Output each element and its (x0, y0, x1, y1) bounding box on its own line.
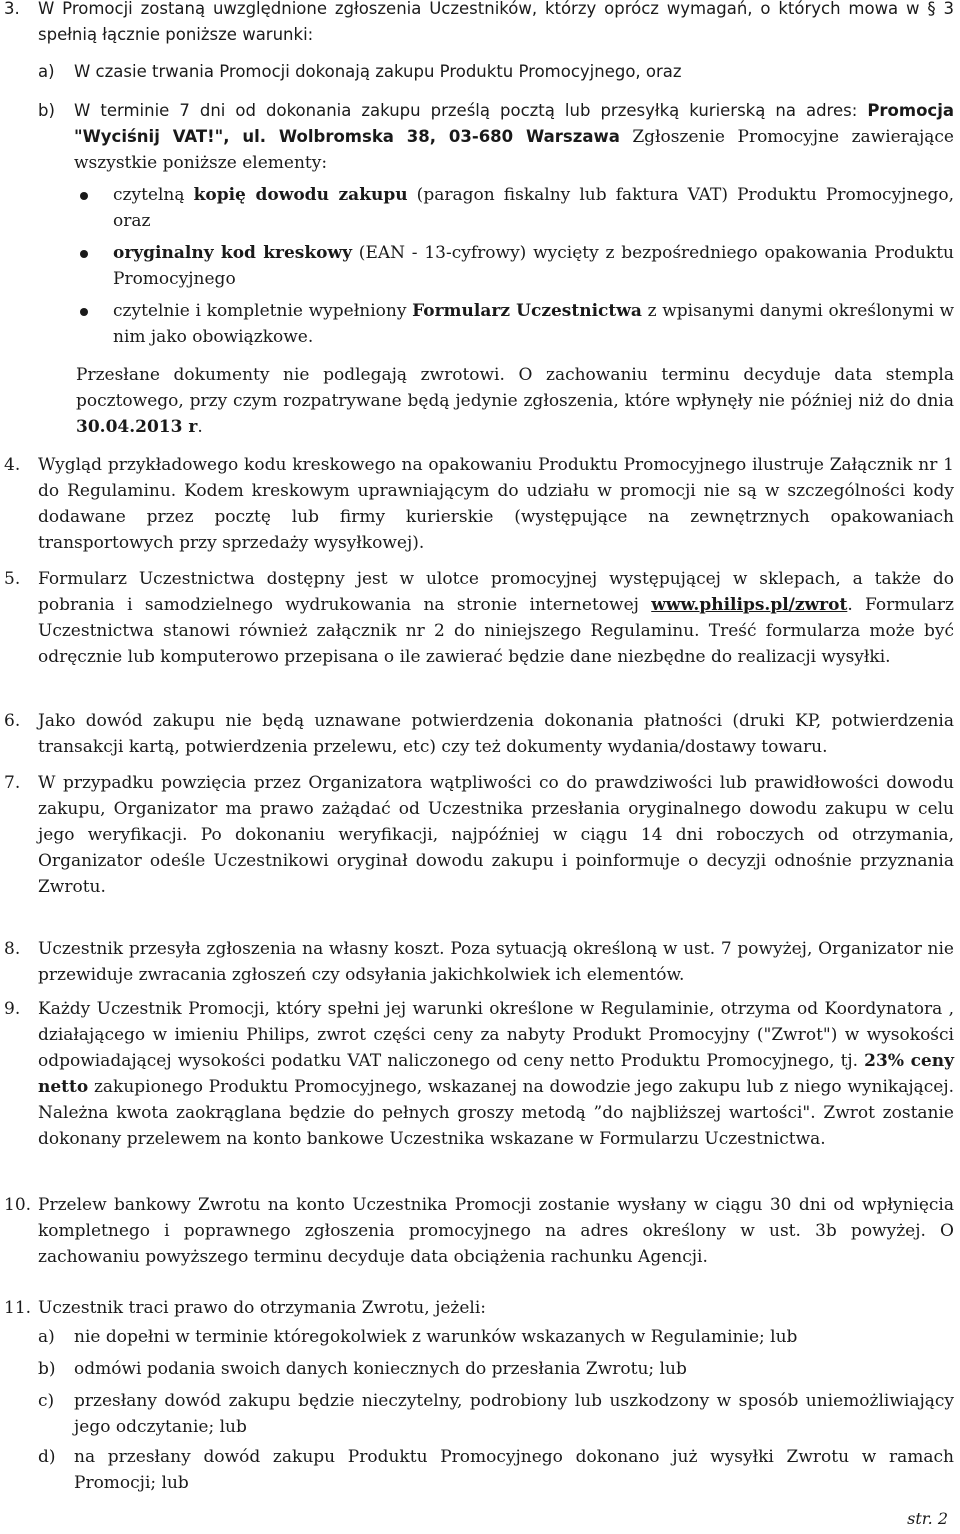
section-3-number: 3. (4, 0, 20, 18)
section-9-text: Każdy Uczestnik Promocji, który spełni jej warunki określone w Regulaminie, otrzyma od Koordynatora , działającego w imieniu Philips, zwrot części ceny za nabyty Produkt Promocyjny ("Zwrot") w wysokości odpowiadającej wysokości podatku VAT naliczonego od ceny netto Produktu Promocyjnego, tj. 23% ceny netto zakupionego Produktu Promocyjnego, wskazanej na dowodzie jego zakupu lub z niego wynikającej. Należna kwota zaokrąglana będzie do pełnych groszy metodą ”do najbliższej wartości". Zwrot zostanie dokonany przelewem na konto bankowe Uczestnika wskazane w Formularzu Uczestnictwa. (38, 999, 954, 1149)
section-3-intro: W Promocji zostaną uwzględnione zgłoszenia Uczestników, którzy oprócz wymagań, o których mowa w § 3 spełnią łącznie poniższe warunki: (38, 0, 954, 44)
section-11-a-label: a) (38, 1327, 55, 1347)
bullet-3 (80, 308, 88, 316)
section-4-number: 4. (4, 455, 21, 475)
section-3-b-label: b) (38, 101, 55, 120)
section-5-text: Formularz Uczestnictwa dostępny jest w ulotce promocyjnej występującej w sklepach, a także do pobrania i samodzielnego wydrukowania na stronie internetowej www.philips.pl/zwrot. Formularz Uczestnictwa stanowi również załącznik nr 2 do niniejszego Regulaminu. Treść formularza może być odręcznie lub komputerowo przepisana o ile zawierać będzie dane niezbędne do realizacji wysyłki. (38, 569, 954, 667)
section-8-number: 8. (4, 939, 21, 959)
section-3-note: Przesłane dokumenty nie podlegają zwrotowi. O zachowaniu terminu decyduje data stempla pocztowego, przy czym rozpatrywane będą jedynie zgłoszenia, które wpłynęły nie później niż do dnia 30.04.2013 r. (76, 365, 954, 437)
section-11-d-text: na przesłany dowód zakupu Produktu Promocyjnego dokonano już wysyłki Zwrotu w ramach Promocji; lub (74, 1447, 954, 1493)
bullet-2-text: oryginalny kod kreskowy (EAN - 13-cyfrowy) wycięty z bezpośredniego opakowania Produktu Promocyjnego (113, 243, 954, 289)
section-3-b-text: W terminie 7 dni od dokonania zakupu prześlą pocztą lub przesyłką kurierską na adres: Promocja "Wyciśnij VAT!", ul. Wolbromska 38, 03-680 Warszawa Zgłoszenie Promocyjne zawierające wszystkie poniższe elementy: (74, 101, 954, 173)
section-11-b-text: odmówi podania swoich danych koniecznych do przesłania Zwrotu; lub (74, 1359, 687, 1379)
bullet-1 (80, 192, 88, 200)
section-7-text: W przypadku powzięcia przez Organizatora wątpliwości co do prawdziwości lub prawidłowości dowodu zakupu, Organizator ma prawo zażądać od Uczestnika przesłania oryginalnego dowodu zakupu w celu jego weryfikacji. Po dokonaniu weryfikacji, najpóźniej w ciągu 14 dni roboczych od otrzymania, Organizator odeśle Uczestnikowi oryginał dowodu zakupu i poinformuje o decyzji odnośnie przyznania Zwrotu. (38, 773, 954, 897)
philips-link[interactable]: www.philips.pl/zwrot (651, 595, 848, 615)
section-8-text: Uczestnik przesyła zgłoszenia na własny koszt. Poza sytuacją określoną w ust. 7 powyżej, Organizator nie przewiduje zwracania zgłoszeń czy odsyłania jakichkolwiek ich elementów. (38, 939, 954, 985)
section-3-a-label: a) (38, 62, 55, 81)
section-10-number: 10. (4, 1195, 32, 1215)
section-11-c-text: przesłany dowód zakupu będzie nieczytelny, podrobiony lub uszkodzony w sposób uniemożliwiający jego odczytanie; lub (74, 1391, 954, 1437)
bullet-3-text: czytelnie i kompletnie wypełniony Formularz Uczestnictwa z wpisanymi danymi określonymi w nim jako obowiązkowe. (113, 301, 954, 347)
section-11-a-text: nie dopełni w terminie któregokolwiek z warunków wskazanych w Regulaminie; lub (74, 1327, 798, 1347)
section-6-number: 6. (4, 711, 21, 731)
section-5-number: 5. (4, 569, 21, 589)
section-4-text: Wygląd przykładowego kodu kreskowego na opakowaniu Produktu Promocyjnego ilustruje Załącznik nr 1 do Regulaminu. Kodem kreskowym uprawniającym do udziału w promocji nie są w szczególności kody dodawane przez pocztę lub firmy kurierskie (występujące na zewnętrznych opakowaniach transportowych przy sprzedaży wysyłkowej). (38, 455, 954, 553)
section-9-number: 9. (4, 999, 21, 1019)
bullet-2 (80, 250, 88, 258)
bullet-1-text: czytelną kopię dowodu zakupu (paragon fiskalny lub faktura VAT) Produktu Promocyjnego, oraz (113, 185, 954, 231)
page-number: str. 2 (907, 1509, 948, 1528)
section-11-c-label: c) (38, 1391, 55, 1411)
section-11-number: 11. (4, 1298, 32, 1318)
section-6-text: Jako dowód zakupu nie będą uznawane potwierdzenia dokonania płatności (druki KP, potwierdzenia transakcji kartą, potwierdzenia przelewu, etc) czy też dokumenty wydania/dostawy towaru. (38, 711, 954, 757)
section-11-b-label: b) (38, 1359, 56, 1379)
section-3-a-text: W czasie trwania Promocji dokonają zakupu Produktu Promocyjnego, oraz (74, 62, 682, 81)
section-7-number: 7. (4, 773, 21, 793)
section-11-d-label: d) (38, 1447, 56, 1467)
promo-address: Promocja "Wyciśnij VAT!", ul. Wolbromska 38, 03-680 Warszawa (74, 101, 954, 146)
section-10-text: Przelew bankowy Zwrotu na konto Uczestnika Promocji zostanie wysłany w ciągu 30 dni od wpłynięcia kompletnego i poprawnego zgłoszenia promocyjnego na adres określony w ust. 3b powyżej. O zachowaniu powyższego terminu decyduje data obciążenia rachunku Agencji. (38, 1195, 954, 1267)
section-11-intro: Uczestnik traci prawo do otrzymania Zwrotu, jeżeli: (38, 1298, 487, 1318)
